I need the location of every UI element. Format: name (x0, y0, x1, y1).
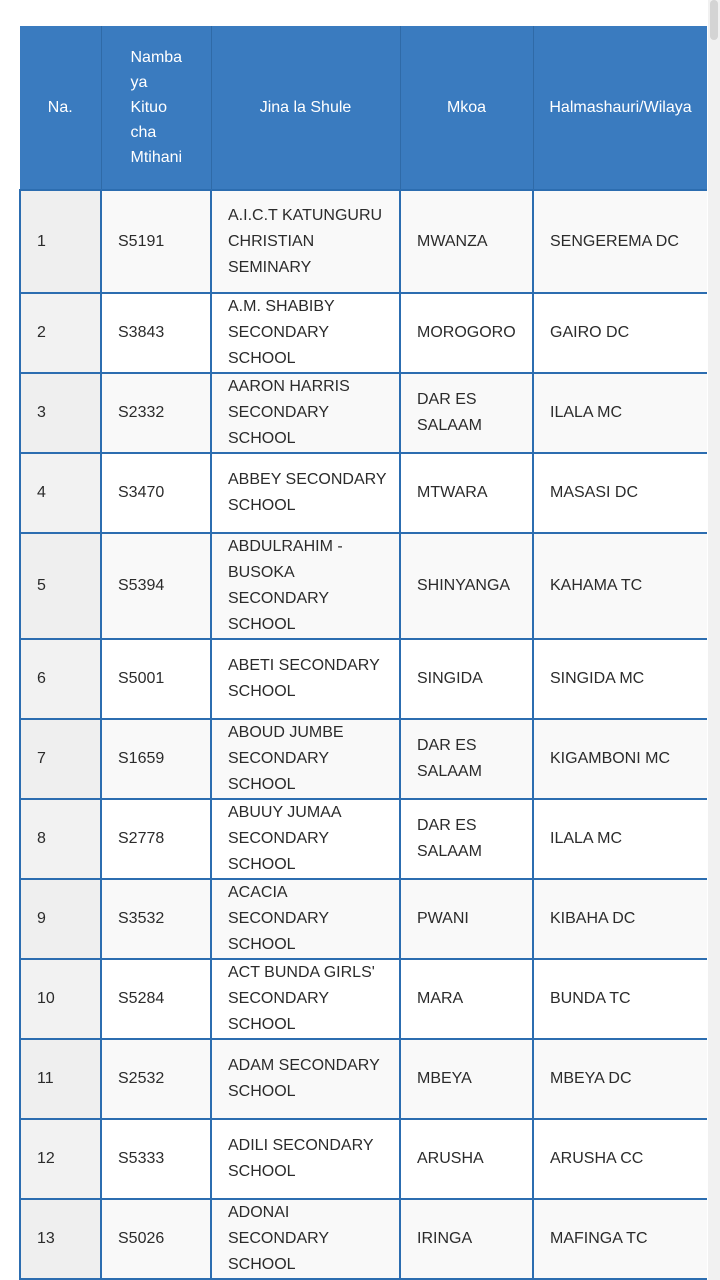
table-row[interactable] (20, 959, 707, 1039)
cell-council: SENGEREMA DC (533, 190, 707, 293)
cell-region: DAR ES SALAAM (400, 719, 533, 799)
cell-no: 7 (20, 719, 101, 799)
cell-school-name: A.I.C.T KATUNGURU CHRISTIAN SEMINARY (211, 190, 400, 293)
cell-code: S5284 (101, 959, 211, 1039)
cell-council: MASASI DC (533, 453, 707, 533)
cell-region: IRINGA (400, 1199, 533, 1279)
cell-council: ILALA MC (533, 799, 707, 879)
cell-council: KAHAMA TC (533, 533, 707, 639)
schools-table-container[interactable] (19, 26, 707, 1280)
cell-code: S2778 (101, 799, 211, 879)
cell-region: ARUSHA (400, 1119, 533, 1199)
cell-school-name: ABOUD JUMBE SECONDARY SCHOOL (211, 719, 400, 799)
cell-code: S3532 (101, 879, 211, 959)
cell-region: MARA (400, 959, 533, 1039)
cell-code: S3470 (101, 453, 211, 533)
cell-no: 12 (20, 1119, 101, 1199)
cell-code: S5333 (101, 1119, 211, 1199)
table-row[interactable] (20, 1039, 707, 1119)
table-row[interactable] (20, 190, 707, 293)
cell-region: DAR ES SALAAM (400, 373, 533, 453)
page-scrollbar[interactable] (708, 0, 720, 1280)
cell-school-name: ADAM SECONDARY SCHOOL (211, 1039, 400, 1119)
table-row[interactable] (20, 373, 707, 453)
cell-school-name: ADONAI SECONDARY SCHOOL (211, 1199, 400, 1279)
cell-region: MOROGORO (400, 293, 533, 373)
cell-council: ARUSHA CC (533, 1119, 707, 1199)
cell-council: MBEYA DC (533, 1039, 707, 1119)
scrollbar-thumb[interactable] (710, 0, 718, 40)
header-school-name[interactable]: Jina la Shule (211, 26, 400, 190)
cell-council: KIBAHA DC (533, 879, 707, 959)
table-row[interactable] (20, 453, 707, 533)
cell-code: S2532 (101, 1039, 211, 1119)
table-row[interactable] (20, 799, 707, 879)
cell-code: S5191 (101, 190, 211, 293)
table-row[interactable] (20, 533, 707, 639)
cell-no: 11 (20, 1039, 101, 1119)
cell-region: DAR ES SALAAM (400, 799, 533, 879)
cell-school-name: AARON HARRIS SECONDARY SCHOOL (211, 373, 400, 453)
schools-table (19, 26, 707, 1280)
cell-no: 2 (20, 293, 101, 373)
cell-school-name: ACT BUNDA GIRLS' SECONDARY SCHOOL (211, 959, 400, 1039)
header-row (20, 26, 707, 190)
cell-no: 9 (20, 879, 101, 959)
cell-school-name: ADILI SECONDARY SCHOOL (211, 1119, 400, 1199)
cell-council: KIGAMBONI MC (533, 719, 707, 799)
header-region[interactable]: Mkoa (400, 26, 533, 190)
cell-council: ILALA MC (533, 373, 707, 453)
header-no[interactable]: Na. (20, 26, 101, 190)
cell-school-name: ABDULRAHIM - BUSOKA SECONDARY SCHOOL (211, 533, 400, 639)
cell-no: 5 (20, 533, 101, 639)
cell-school-name: ABUUY JUMAA SECONDARY SCHOOL (211, 799, 400, 879)
cell-code: S5026 (101, 1199, 211, 1279)
cell-school-name: ABETI SECONDARY SCHOOL (211, 639, 400, 719)
cell-school-name: ABBEY SECONDARY SCHOOL (211, 453, 400, 533)
cell-no: 10 (20, 959, 101, 1039)
cell-code: S2332 (101, 373, 211, 453)
cell-council: SINGIDA MC (533, 639, 707, 719)
cell-no: 8 (20, 799, 101, 879)
cell-region: SHINYANGA (400, 533, 533, 639)
cell-region: PWANI (400, 879, 533, 959)
cell-no: 6 (20, 639, 101, 719)
cell-code: S3843 (101, 293, 211, 373)
table-row[interactable] (20, 639, 707, 719)
cell-region: MWANZA (400, 190, 533, 293)
cell-council: MAFINGA TC (533, 1199, 707, 1279)
table-row[interactable] (20, 1199, 707, 1279)
cell-school-name: A.M. SHABIBY SECONDARY SCHOOL (211, 293, 400, 373)
cell-region: MTWARA (400, 453, 533, 533)
cell-code: S5001 (101, 639, 211, 719)
cell-council: GAIRO DC (533, 293, 707, 373)
header-exam-centre-number[interactable]: Namba ya Kituo cha Mtihani (101, 26, 211, 190)
cell-school-name: ACACIA SECONDARY SCHOOL (211, 879, 400, 959)
table-header (20, 26, 707, 190)
cell-council: BUNDA TC (533, 959, 707, 1039)
cell-code: S5394 (101, 533, 211, 639)
cell-region: MBEYA (400, 1039, 533, 1119)
table-body (20, 190, 707, 1279)
table-row[interactable] (20, 1119, 707, 1199)
cell-no: 1 (20, 190, 101, 293)
table-row[interactable] (20, 879, 707, 959)
cell-no: 13 (20, 1199, 101, 1279)
header-council[interactable]: Halmashauri/Wilaya (533, 26, 707, 190)
cell-code: S1659 (101, 719, 211, 799)
cell-no: 4 (20, 453, 101, 533)
table-row[interactable] (20, 719, 707, 799)
cell-region: SINGIDA (400, 639, 533, 719)
cell-no: 3 (20, 373, 101, 453)
table-row[interactable] (20, 293, 707, 373)
